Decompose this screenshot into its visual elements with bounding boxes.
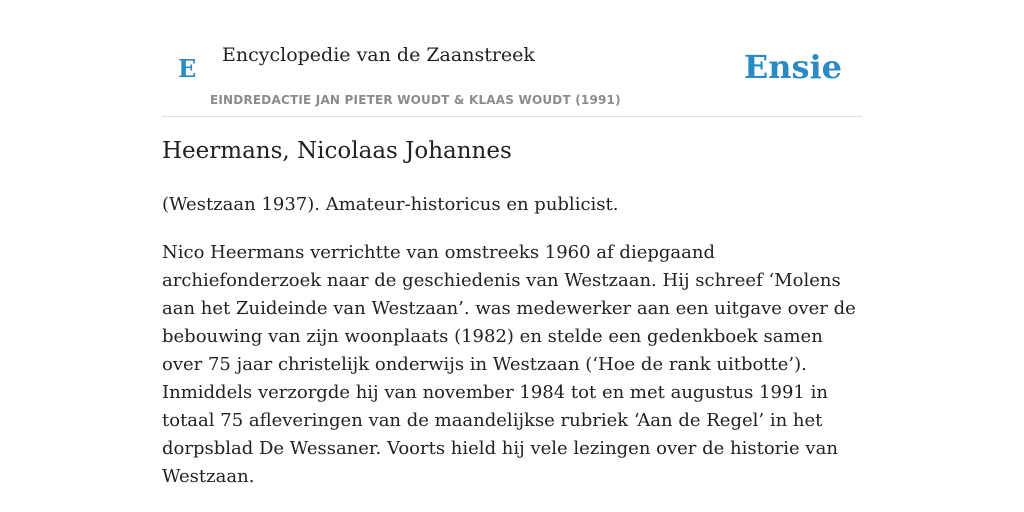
brand-logo[interactable]: Ensie: [743, 48, 842, 86]
publication-editors: EINDREDACTIE JAN PIETER WOUDT & KLAAS WOUDT (1991): [210, 93, 621, 107]
publication-header: [162, 0, 862, 117]
article-body: Nico Heermans verrichtte van omstreeks 1960 af diepgaand archiefonderzoek naar de geschiedenis van Westzaan. Hij schreef ‘Molens aan het Zuideinde van Westzaan’. was medewerker aan een uitgave over de bebouwing van zijn woonplaats (1982) en stelde een gedenkboek samen over 75 jaar christelijk onderwijs in Westzaan (‘Hoe de rank uitbotte’). Inmiddels verzorgde hij van november 1984 tot en met augustus 1991 in totaal 75 afleveringen van de maandelijkse rubriek ‘Aan de Regel’ in het dorpsblad De Wessaner. Voorts hield hij vele lezingen over de historie van Westzaan.: [162, 242, 856, 487]
publication-logo[interactable]: E: [178, 54, 197, 83]
page: [162, 0, 862, 487]
publication-title[interactable]: Encyclopedie van de Zaanstreek: [222, 44, 535, 66]
article-title: Heermans, Nicolaas Johannes: [162, 138, 512, 164]
article-lead: (Westzaan 1937). Amateur-historicus en publicist.: [162, 194, 619, 215]
